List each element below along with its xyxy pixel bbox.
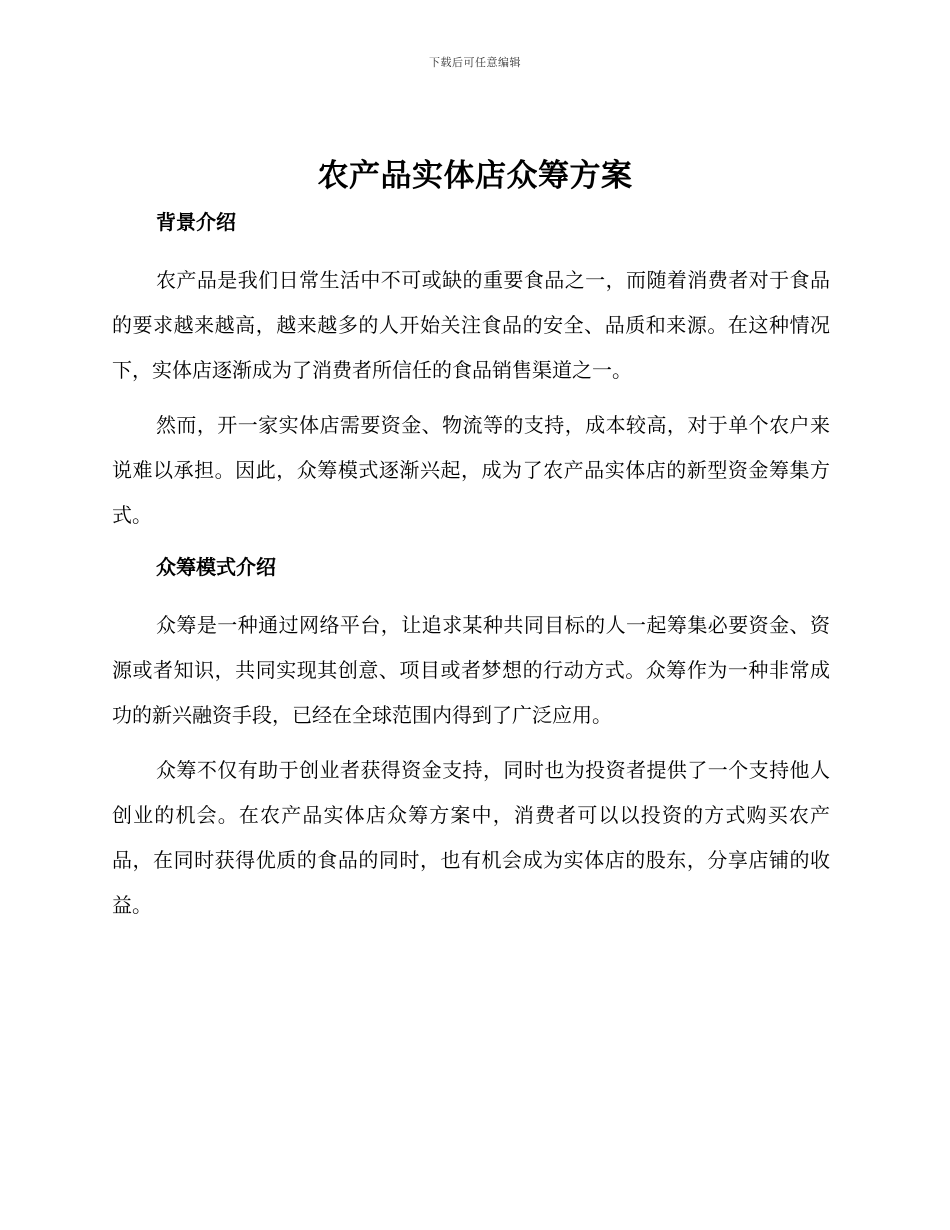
header-note: 下载后可任意编辑 [429,56,521,69]
section-crowdfunding-model [112,550,830,928]
paragraph: 农产品是我们日常生活中不可或缺的重要食品之一，而随着消费者对于食品的要求越来越高，越来越多的人开始关注食品的安全、品质和来源。在这种情况下，实体店逐渐成为了消费者所信任的食品销售渠道之一。 [112,268,830,382]
section-background [112,205,830,538]
paragraph: 众筹不仅有助于创业者获得资金支持，同时也为投资者提供了一个支持他人创业的机会。在农产品实体店众筹方案中，消费者可以以投资的方式购买农产品，在同时获得优质的食品的同时，也有机会成为实体店的股东，分享店铺的收益。 [112,758,830,917]
section-heading-crowdfunding-model: 众筹模式介绍 [156,555,276,579]
paragraph: 众筹是一种通过网络平台，让追求某种共同目标的人一起筹集必要资金、资源或者知识，共同实现其创意、项目或者梦想的行动方式。众筹作为一种非常成功的新兴融资手段，已经在全球范围内得到了广泛应用。 [112,613,830,727]
document-body [112,205,830,928]
document-title: 农产品实体店众筹方案 [317,158,633,194]
paragraph: 然而，开一家实体店需要资金、物流等的支持，成本较高，对于单个农户来说难以承担。因此，众筹模式逐渐兴起，成为了农产品实体店的新型资金筹集方式。 [112,413,830,527]
section-heading-background: 背景介绍 [156,210,236,234]
